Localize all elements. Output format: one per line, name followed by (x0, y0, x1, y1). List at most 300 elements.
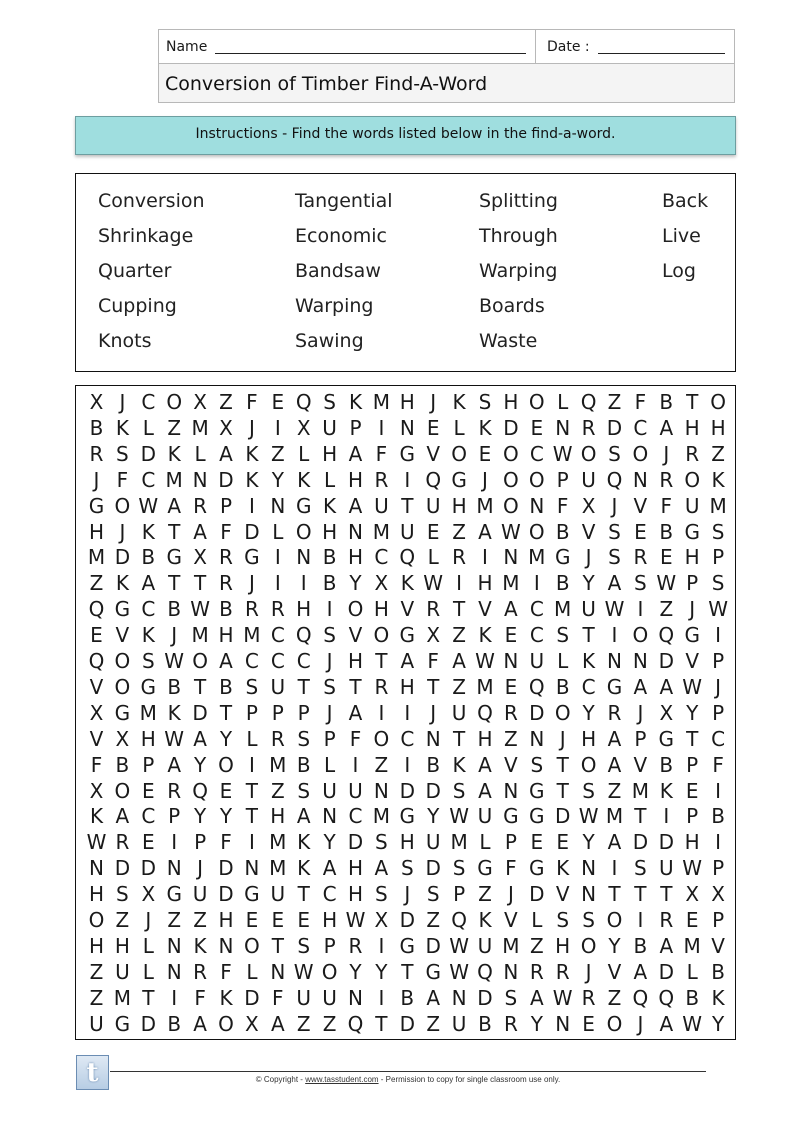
grid-letter[interactable]: M (191, 415, 209, 440)
grid-letter[interactable]: Z (452, 674, 466, 699)
grid-letter[interactable]: T (375, 1011, 388, 1036)
grid-letter[interactable]: K (297, 856, 311, 881)
grid-letter[interactable]: R (270, 726, 285, 751)
grid-letter[interactable]: M (191, 623, 209, 648)
grid-letter[interactable]: O (218, 1011, 234, 1036)
grid-letter[interactable]: Y (582, 571, 595, 596)
grid-letter[interactable]: K (556, 856, 570, 881)
grid-letter[interactable]: V (504, 908, 518, 932)
grid-letter[interactable]: I (326, 597, 333, 622)
grid-letter[interactable]: G (399, 804, 416, 829)
grid-letter[interactable]: P (453, 882, 466, 907)
grid-letter[interactable]: C (141, 467, 156, 492)
grid-letter[interactable]: Z (478, 882, 492, 907)
grid-letter[interactable]: O (580, 933, 597, 958)
grid-letter[interactable]: N (581, 882, 597, 907)
grid-letter[interactable]: G (166, 882, 182, 907)
grid-letter[interactable]: R (685, 441, 700, 466)
grid-letter[interactable]: S (426, 882, 440, 907)
grid-letter[interactable]: T (401, 959, 414, 984)
grid-letter[interactable]: R (193, 959, 208, 984)
grid-letter[interactable]: T (452, 597, 466, 622)
grid-letter[interactable]: K (478, 908, 492, 932)
grid-letter[interactable]: Z (452, 519, 466, 544)
grid-letter[interactable]: H (114, 933, 130, 958)
grid-letter[interactable]: H (88, 933, 105, 958)
grid-letter[interactable]: L (298, 441, 310, 466)
grid-letter[interactable]: Y (711, 1011, 725, 1036)
grid-letter[interactable]: H (140, 726, 156, 751)
grid-letter[interactable]: J (404, 882, 411, 907)
grid-letter[interactable]: Q (580, 390, 597, 414)
grid-letter[interactable]: U (348, 778, 363, 803)
grid-letter[interactable]: T (427, 674, 440, 699)
grid-letter[interactable]: A (167, 493, 182, 518)
grid-letter[interactable]: W (552, 441, 573, 466)
grid-letter[interactable]: W (682, 674, 703, 699)
grid-letter[interactable]: N (322, 804, 338, 829)
grid-letter[interactable]: T (297, 674, 310, 699)
grid-letter[interactable]: P (142, 752, 155, 777)
grid-letter[interactable]: G (658, 726, 675, 751)
grid-letter[interactable]: Z (426, 1011, 441, 1036)
grid-letter[interactable]: B (555, 674, 570, 699)
grid-letter[interactable]: N (529, 493, 545, 518)
grid-letter[interactable]: U (89, 1011, 104, 1036)
grid-letter[interactable]: D (218, 882, 234, 907)
grid-letter[interactable]: Q (192, 778, 208, 803)
grid-letter[interactable]: E (659, 545, 673, 570)
grid-letter[interactable]: Q (295, 390, 312, 414)
grid-letter[interactable]: R (374, 467, 389, 492)
grid-letter[interactable]: R (270, 597, 285, 622)
grid-letter[interactable]: U (581, 467, 596, 492)
grid-letter[interactable]: M (269, 752, 287, 777)
grid-letter[interactable]: U (658, 856, 674, 881)
grid-letter[interactable]: N (503, 545, 519, 570)
grid-letter[interactable]: R (581, 415, 596, 440)
grid-letter[interactable]: M (554, 597, 572, 622)
grid-letter[interactable]: T (168, 519, 181, 544)
grid-letter[interactable]: N (166, 959, 182, 984)
grid-letter[interactable]: G (606, 674, 623, 699)
grid-letter[interactable]: Y (349, 959, 362, 984)
grid-letter[interactable]: L (453, 415, 465, 440)
grid-letter[interactable]: U (374, 493, 389, 518)
grid-letter[interactable]: O (88, 908, 105, 932)
grid-letter[interactable]: W (190, 597, 210, 622)
grid-letter[interactable]: N (166, 856, 182, 881)
grid-letter[interactable]: R (452, 545, 467, 570)
grid-letter[interactable]: B (219, 674, 233, 699)
grid-letter[interactable]: P (686, 752, 699, 777)
grid-letter[interactable]: S (504, 985, 518, 1010)
grid-letter[interactable]: A (478, 778, 492, 803)
grid-letter[interactable]: F (349, 726, 362, 751)
grid-letter[interactable]: G (399, 441, 416, 466)
grid-letter[interactable]: I (637, 908, 644, 932)
grid-letter[interactable]: N (503, 778, 519, 803)
grid-letter[interactable]: I (611, 856, 618, 881)
grid-letter[interactable]: V (633, 752, 648, 777)
grid-letter[interactable]: Q (658, 985, 675, 1010)
date-field[interactable] (598, 53, 725, 54)
grid-letter[interactable]: D (244, 519, 260, 544)
grid-letter[interactable]: Z (659, 597, 674, 622)
grid-letter[interactable]: E (271, 908, 285, 932)
grid-letter[interactable]: B (633, 933, 648, 958)
grid-letter[interactable]: W (164, 649, 185, 673)
grid-letter[interactable]: S (375, 882, 388, 907)
grid-letter[interactable]: N (581, 856, 597, 881)
grid-letter[interactable]: B (685, 985, 700, 1010)
grid-letter[interactable]: U (322, 415, 337, 440)
grid-letter[interactable]: D (114, 856, 131, 881)
grid-letter[interactable]: G (451, 467, 467, 492)
grid-letter[interactable]: O (114, 674, 131, 699)
grid-letter[interactable]: P (686, 571, 699, 596)
grid-letter[interactable]: N (89, 856, 104, 881)
grid-letter[interactable]: S (608, 545, 621, 570)
grid-letter[interactable]: Z (452, 623, 466, 648)
grid-letter[interactable]: A (633, 674, 648, 699)
grid-letter[interactable]: S (452, 778, 466, 803)
grid-letter[interactable]: S (556, 908, 570, 932)
grid-letter[interactable]: H (684, 545, 700, 570)
grid-letter[interactable]: H (347, 882, 364, 907)
grid-letter[interactable]: L (142, 959, 154, 984)
grid-letter[interactable]: B (659, 752, 674, 777)
grid-letter[interactable]: Y (582, 830, 595, 855)
grid-letter[interactable]: V (426, 441, 441, 466)
grid-letter[interactable]: O (451, 441, 467, 466)
grid-letter[interactable]: N (348, 985, 363, 1010)
grid-letter[interactable]: T (375, 649, 388, 673)
grid-letter[interactable]: T (168, 571, 181, 596)
grid-letter[interactable]: S (297, 726, 311, 751)
grid-letter[interactable]: K (297, 830, 311, 855)
grid-letter[interactable]: P (349, 415, 362, 440)
grid-letter[interactable]: K (193, 933, 207, 958)
grid-letter[interactable]: X (89, 390, 104, 414)
grid-letter[interactable]: J (637, 1011, 644, 1036)
grid-letter[interactable]: A (659, 933, 674, 958)
grid-letter[interactable]: N (632, 649, 648, 673)
grid-letter[interactable]: H (399, 830, 415, 855)
grid-letter[interactable]: K (711, 467, 725, 492)
footer-link[interactable]: www.tasstudent.com (305, 1075, 379, 1084)
grid-letter[interactable]: U (451, 1011, 467, 1036)
grid-letter[interactable]: F (556, 493, 569, 518)
grid-letter[interactable]: D (218, 467, 234, 492)
grid-letter[interactable]: G (425, 959, 441, 984)
grid-letter[interactable]: N (373, 778, 389, 803)
grid-letter[interactable]: R (529, 959, 544, 984)
grid-letter[interactable]: A (348, 700, 363, 725)
grid-letter[interactable]: Z (270, 441, 285, 466)
grid-letter[interactable]: V (400, 597, 415, 622)
grid-letter[interactable]: T (556, 752, 569, 777)
grid-letter[interactable]: K (245, 467, 259, 492)
grid-letter[interactable]: F (220, 519, 232, 544)
grid-letter[interactable]: G (244, 545, 260, 570)
grid-letter[interactable]: S (582, 778, 595, 803)
grid-letter[interactable]: I (171, 830, 178, 855)
grid-letter[interactable]: I (352, 752, 359, 777)
grid-letter[interactable]: U (296, 985, 311, 1010)
grid-letter[interactable]: H (373, 597, 389, 622)
grid-letter[interactable]: J (119, 519, 126, 544)
grid-letter[interactable]: V (89, 726, 104, 751)
grid-letter[interactable]: I (663, 804, 670, 829)
grid-letter[interactable]: F (246, 390, 258, 414)
grid-letter[interactable]: D (192, 700, 208, 725)
grid-letter[interactable]: O (373, 623, 390, 648)
grid-letter[interactable]: G (529, 778, 545, 803)
grid-letter[interactable]: P (194, 830, 207, 855)
grid-letter[interactable]: T (349, 674, 362, 699)
grid-letter[interactable]: Y (582, 700, 595, 725)
grid-letter[interactable]: G (399, 933, 416, 958)
grid-letter[interactable]: S (297, 933, 311, 958)
grid-letter[interactable]: C (400, 726, 415, 751)
grid-letter[interactable]: B (167, 597, 182, 622)
grid-letter[interactable]: Z (322, 1011, 337, 1036)
grid-letter[interactable]: U (477, 804, 493, 829)
grid-letter[interactable]: N (270, 959, 286, 984)
grid-letter[interactable]: U (322, 985, 337, 1010)
grid-letter[interactable]: K (297, 467, 311, 492)
grid-letter[interactable]: R (348, 933, 363, 958)
grid-letter[interactable]: T (556, 778, 569, 803)
grid-letter[interactable]: E (245, 908, 259, 932)
grid-letter[interactable]: Z (296, 1011, 311, 1036)
grid-letter[interactable]: Z (89, 959, 104, 984)
grid-letter[interactable]: C (141, 597, 156, 622)
grid-letter[interactable]: U (425, 493, 441, 518)
grid-letter[interactable]: Q (477, 700, 493, 725)
grid-letter[interactable]: X (193, 390, 207, 414)
grid-letter[interactable]: L (479, 830, 491, 855)
grid-letter[interactable]: W (423, 571, 444, 596)
grid-letter[interactable]: F (194, 985, 206, 1010)
grid-letter[interactable]: P (323, 726, 336, 751)
grid-letter[interactable]: X (89, 778, 104, 803)
grid-letter[interactable]: J (326, 700, 333, 725)
grid-letter[interactable]: C (270, 623, 285, 648)
grid-letter[interactable]: A (633, 959, 648, 984)
grid-letter[interactable]: D (658, 649, 674, 673)
grid-letter[interactable]: D (218, 856, 234, 881)
grid-letter[interactable]: W (138, 493, 159, 518)
grid-letter[interactable]: N (166, 933, 182, 958)
grid-letter[interactable]: M (139, 700, 157, 725)
grid-letter[interactable]: A (322, 856, 337, 881)
grid-letter[interactable]: T (245, 804, 258, 829)
grid-letter[interactable]: Y (219, 804, 233, 829)
grid-letter[interactable]: L (557, 649, 569, 673)
grid-letter[interactable]: B (711, 804, 725, 829)
grid-letter[interactable]: W (552, 985, 573, 1010)
grid-letter[interactable]: A (219, 649, 233, 673)
grid-letter[interactable]: X (659, 700, 674, 725)
grid-letter[interactable]: Z (426, 908, 441, 932)
grid-letter[interactable]: U (115, 959, 130, 984)
grid-letter[interactable]: D (140, 1011, 156, 1036)
grid-letter[interactable]: G (114, 597, 131, 622)
grid-letter[interactable]: I (611, 623, 618, 648)
grid-letter[interactable]: P (168, 804, 181, 829)
grid-letter[interactable]: A (452, 649, 466, 673)
grid-letter[interactable]: W (475, 649, 495, 673)
grid-letter[interactable]: Y (349, 571, 362, 596)
grid-letter[interactable]: C (296, 649, 311, 673)
grid-letter[interactable]: A (426, 985, 441, 1010)
grid-letter[interactable]: A (659, 415, 674, 440)
grid-letter[interactable]: D (632, 830, 649, 855)
grid-letter[interactable]: G (684, 519, 700, 544)
grid-letter[interactable]: D (244, 985, 260, 1010)
grid-letter[interactable]: E (530, 415, 544, 440)
grid-letter[interactable]: X (193, 545, 207, 570)
grid-letter[interactable]: T (193, 571, 207, 596)
grid-letter[interactable]: S (323, 674, 336, 699)
grid-letter[interactable]: B (167, 674, 182, 699)
grid-letter[interactable]: T (452, 726, 466, 751)
grid-letter[interactable]: X (296, 415, 311, 440)
grid-letter[interactable]: D (425, 856, 441, 881)
grid-letter[interactable]: U (477, 933, 493, 958)
grid-letter[interactable]: U (581, 597, 596, 622)
grid-letter[interactable]: O (580, 441, 597, 466)
grid-letter[interactable]: U (270, 674, 286, 699)
grid-letter[interactable]: G (399, 623, 416, 648)
grid-letter[interactable]: R (244, 597, 259, 622)
grid-letter[interactable]: T (401, 493, 414, 518)
grid-letter[interactable]: A (529, 985, 544, 1010)
grid-letter[interactable]: K (582, 649, 596, 673)
grid-letter[interactable]: T (219, 700, 233, 725)
grid-letter[interactable]: J (559, 726, 566, 751)
grid-letter[interactable]: B (89, 415, 104, 440)
grid-letter[interactable]: J (663, 441, 670, 466)
grid-letter[interactable]: W (682, 856, 703, 881)
grid-letter[interactable]: C (244, 649, 259, 673)
grid-letter[interactable]: E (685, 908, 699, 932)
grid-letter[interactable]: H (399, 390, 415, 414)
grid-letter[interactable]: V (607, 959, 622, 984)
grid-letter[interactable]: K (400, 571, 414, 596)
grid-letter[interactable]: Q (88, 597, 105, 622)
grid-letter[interactable]: X (685, 882, 700, 907)
grid-letter[interactable]: T (297, 882, 310, 907)
grid-letter[interactable]: M (502, 571, 520, 596)
grid-letter[interactable]: C (374, 545, 389, 570)
grid-letter[interactable]: M (476, 674, 494, 699)
grid-letter[interactable]: K (711, 985, 725, 1010)
grid-letter[interactable]: A (607, 726, 622, 751)
grid-letter[interactable]: N (192, 467, 208, 492)
grid-letter[interactable]: O (554, 700, 571, 725)
grid-letter[interactable]: O (710, 390, 726, 414)
grid-letter[interactable]: E (504, 623, 518, 648)
grid-letter[interactable]: C (633, 415, 648, 440)
grid-letter[interactable]: E (271, 390, 285, 414)
grid-letter[interactable]: E (141, 778, 155, 803)
grid-letter[interactable]: I (482, 545, 488, 570)
grid-letter[interactable]: H (322, 519, 338, 544)
grid-letter[interactable]: M (605, 804, 624, 829)
grid-letter[interactable]: Y (323, 830, 336, 855)
grid-letter[interactable]: P (271, 700, 284, 725)
grid-letter[interactable]: T (686, 390, 699, 414)
grid-letter[interactable]: Z (89, 571, 104, 596)
grid-letter[interactable]: L (246, 726, 258, 751)
grid-letter[interactable]: B (659, 390, 674, 414)
grid-letter[interactable]: E (478, 441, 492, 466)
grid-letter[interactable]: H (503, 390, 519, 414)
grid-letter[interactable]: N (529, 726, 545, 751)
grid-letter[interactable]: I (637, 597, 644, 622)
grid-letter[interactable]: P (219, 493, 233, 518)
grid-letter[interactable]: T (582, 623, 595, 648)
grid-letter[interactable]: Y (193, 752, 207, 777)
grid-letter[interactable]: F (272, 985, 284, 1010)
grid-letter[interactable]: P (712, 649, 725, 673)
grid-letter[interactable]: V (633, 493, 648, 518)
grid-letter[interactable]: N (555, 1011, 571, 1036)
grid-letter[interactable]: R (219, 571, 233, 596)
grid-letter[interactable]: C (141, 804, 156, 829)
grid-letter[interactable]: O (321, 959, 338, 984)
grid-letter[interactable]: R (659, 467, 674, 492)
grid-letter[interactable]: V (504, 752, 518, 777)
grid-letter[interactable]: I (300, 571, 307, 596)
grid-letter[interactable]: M (709, 493, 727, 518)
grid-letter[interactable]: D (425, 778, 441, 803)
grid-letter[interactable]: W (449, 933, 469, 958)
grid-letter[interactable]: X (115, 726, 130, 751)
grid-letter[interactable]: Y (530, 1011, 543, 1036)
grid-letter[interactable]: L (557, 390, 569, 414)
grid-letter[interactable]: H (88, 519, 105, 544)
grid-letter[interactable]: W (682, 1011, 703, 1036)
grid-letter[interactable]: J (248, 571, 255, 596)
grid-letter[interactable]: S (582, 908, 595, 932)
grid-letter[interactable]: M (476, 493, 494, 518)
grid-letter[interactable]: P (556, 467, 569, 492)
grid-letter[interactable]: S (478, 390, 492, 414)
grid-letter[interactable]: K (219, 985, 233, 1010)
grid-letter[interactable]: J (119, 390, 126, 414)
grid-letter[interactable]: Z (607, 778, 622, 803)
grid-letter[interactable]: A (193, 1011, 207, 1036)
grid-letter[interactable]: L (194, 441, 206, 466)
grid-letter[interactable]: D (529, 700, 545, 725)
grid-letter[interactable]: M (243, 623, 261, 648)
grid-letter[interactable]: I (378, 415, 385, 440)
grid-letter[interactable]: W (449, 959, 469, 984)
grid-letter[interactable]: H (218, 908, 234, 932)
grid-letter[interactable]: G (88, 493, 105, 518)
grid-letter[interactable]: H (270, 804, 286, 829)
grid-letter[interactable]: J (585, 545, 592, 570)
grid-letter[interactable]: F (427, 649, 439, 673)
grid-letter[interactable]: D (140, 441, 156, 466)
grid-letter[interactable]: B (322, 571, 337, 596)
grid-letter[interactable]: S (375, 830, 388, 855)
grid-letter[interactable]: J (145, 908, 152, 932)
